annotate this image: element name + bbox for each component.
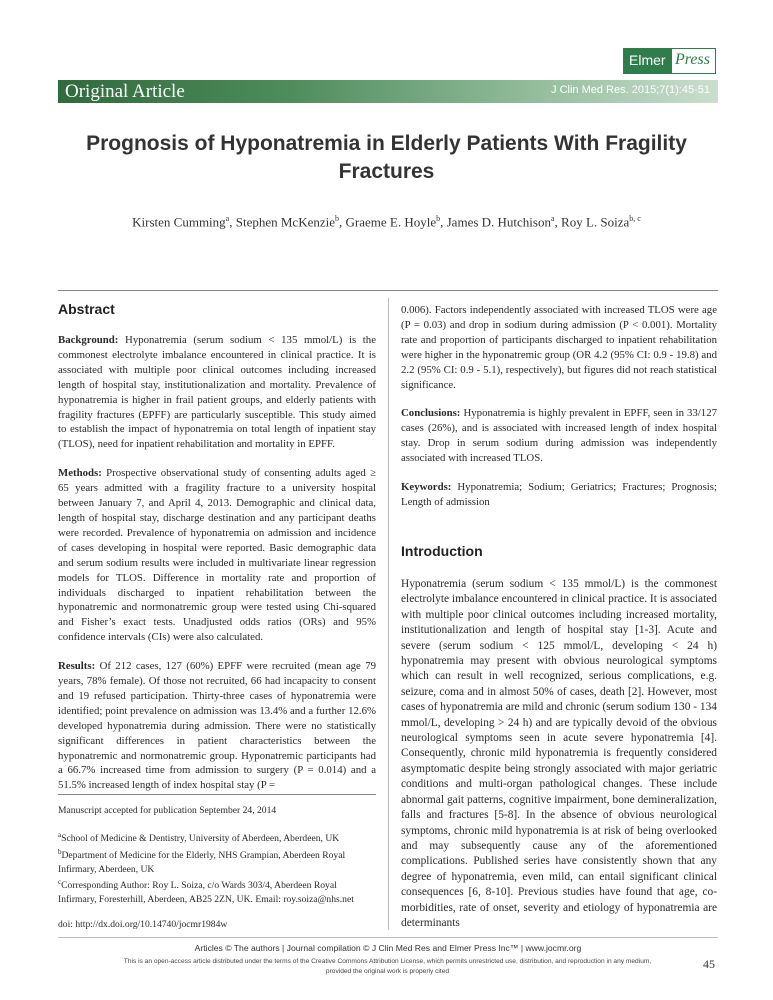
affiliation-mark: c — [58, 878, 62, 886]
accepted-date: Manuscript accepted for publication September 24, 2014 — [58, 805, 277, 816]
author-name: James D. Hutchison — [446, 214, 551, 230]
affiliation-text: School of Medicine & Dentistry, University of Aberdeen, Aberdeen, UK — [61, 833, 340, 845]
methods-text: Prospective observational study of consenting adults aged ≥ 65 years admitted with a fragility fracture to a university hospital between January 7, and April 4, 2013. Demographic and clinical data, length of hospital stay, discharge destination and any participant deaths were recorded. Prevalence of hyponatremia on admission and incidence of cases developing in hospital were reported. Basic demographic data and serum sodium results were included in multivariate linear regression models for TLOS. Difference in mortality rate and proportion of individuals discharged to inpatient rehabilitation between the hyponatremic and normonatremic group were tested using Chi-squared and Fisher’s exact tests. Unadjusted odds ratios (ORs) and 95% confidence intervals (CIs) were also calculated. — [58, 467, 377, 644]
footer-license: This is an open-access article distributed under the terms of the Creative Commons Attribution License, which permits unrestricted use, distribution, and reproduction in any medium, provided the original work is properly cited — [123, 958, 652, 975]
author-name: Stephen McKenzie — [235, 214, 336, 230]
article-type-band — [58, 80, 718, 103]
conclusions-label: Conclusions: — [401, 407, 461, 420]
introduction-heading: Introduction — [401, 543, 483, 559]
author-name: Graeme E. Hoyle — [345, 214, 437, 230]
logo-elmer: Elmer — [624, 49, 672, 73]
conclusions-text: Hyponatremia is highly prevalent in EPFF, seen in 33/127 cases (26%), and is associated with increased length of index hospital stay. Drop in serum sodium during admission was independently associated with increased TLOS. — [401, 407, 718, 465]
abstract-methods — [58, 466, 376, 645]
footer-copyright: Articles © The authors | Journal compilation © J Clin Med Res and Elmer Press Inc™ | www.jocmr.org — [194, 943, 582, 953]
affiliation-text: Department of Medicine for the Elderly, NHS Grampian, Aberdeen Royal Infirmary, Aberdeen, UK — [58, 850, 346, 875]
results-continued: 0.006). Factors independently associated with increased TLOS were age (P = 0.03) and drop in sodium during admission (P < 0.001). Mortality rate and proportion of participants discharged to inpatient rehabilitation were higher in the hyponatremic group (OR 4.2 (95% CI: 0.9 - 19.8) and 2.2 (95% CI: 0.9 - 5.1), respectively), but figures did not reach statistical significance. — [401, 304, 717, 391]
affiliation-mark: a — [58, 831, 62, 840]
abstract-results — [58, 659, 376, 793]
methods-label: Methods: — [58, 467, 102, 480]
publisher-logo — [623, 48, 716, 74]
results-label: Results: — [58, 660, 96, 673]
author-list: Kirsten Cumming$^a$, Stephen McKenzie$^b$, Graeme E. Hoyle$^b$, James D. Hutchison$^a$, Roy L. Soiza$^{b, c}$ — [132, 214, 641, 230]
column-divider — [388, 298, 389, 930]
article-type: Original Article — [65, 81, 185, 102]
author-affiliation-mark: a — [550, 214, 555, 223]
abstract-keywords — [401, 480, 717, 510]
abstract-continued — [401, 303, 717, 510]
affiliation-c — [58, 876, 376, 906]
abstract-conclusions — [401, 406, 717, 466]
affiliation-text: Corresponding Author: Roy L. Soiza, c/o Wards 303/4, Aberdeen Royal Infirmary, Foresterhill, Aberdeen, AB25 2ZN, UK. Email: roy.soiza@nhs.net — [58, 880, 354, 905]
author-affiliation-mark: a — [225, 214, 230, 223]
abstract-background — [58, 333, 376, 452]
header-divider — [58, 290, 718, 291]
doi-link[interactable]: doi: http://dx.doi.org/10.14740/jocmr1984w — [58, 919, 228, 930]
affiliation-a — [58, 829, 376, 846]
abstract-heading: Abstract — [58, 301, 115, 317]
author-affiliation-mark: b — [436, 214, 441, 223]
keywords-text: Hyponatremia; Sodium; Geriatrics; Fractures; Prognosis; Length of admission — [401, 481, 717, 508]
footnote-divider — [58, 794, 376, 795]
journal-reference: J Clin Med Res. 2015;7(1):45-51 — [551, 84, 710, 96]
page-number: 45 — [703, 957, 715, 971]
keywords-label: Keywords: — [401, 481, 452, 494]
background-label: Background: — [58, 334, 119, 346]
affiliation-mark: b — [58, 848, 62, 856]
logo-press: Press — [675, 51, 710, 68]
background-text: Hyponatremia (serum sodium < 135 mmol/L) is the commonest electrolyte imbalance encountered in clinical practice. It is associated with multiple poor clinical outcomes including increased length of hospital stay, institutionalization and mortality. Prevalence of hyponatremia is higher in frail patient groups, and elderly patients with fragility fractures (EPFF) are particularly susceptible. This study aimed to establish the impact of hyponatremia on total length of inpatient stay (TLOS), need for inpatient rehabilitation and mortality in EPFF. — [58, 334, 376, 451]
author-name: Roy L. Soiza — [561, 214, 630, 230]
introduction-body: Hyponatremia (serum sodium < 135 mmol/L) is the commonest electrolyte imbalance encountered in clinical practice. It is associated with multiple poor clinical outcomes including increased mortality, institutionalization and length of hospital stay [1-3]. Acute and severe (serum sodium < 125 mmol/L, developing < 24 h) hyponatremia may present with obvious neurological symptoms which can result in well recognized, serious complications, e.g. seizure, coma and in almost 50% of cases, death [2]. However, most cases of hyponatremia are mild and chronic (serum sodium 130 - 134 mmol/L, developing > 24 h) and are typically devoid of the obvious neurological symptoms seen in acute severe hyponatremia [4]. Consequently, chronic mild hyponatremia is frequently considered asymptomatic despite being strongly associated with major geriatric conditions and multi-organ pathological changes. These include abnormal gait patterns, cognitive impairment, bone demineralization, falls and fractures [5-8]. In the absence of obvious neurological symptoms, chronic mild hyponatremia is at risk of being overlooked and may subsequently cause any of the aforementioned complications. Published series have consistently shown that any degree of hyponatremia, even mild, can entail significant clinical consequences [6, 8-10]. Previous studies have found that age, co-morbidities, rate of onset, severity and etiology of hyponatremia are determinants — [401, 578, 718, 929]
author-name: Kirsten Cumming — [132, 214, 226, 230]
article-title: Prognosis of Hyponatremia in Elderly Patients With Fragility Fractures — [86, 132, 687, 183]
left-column — [58, 300, 376, 793]
results-text: Of 212 cases, 127 (60%) EPFF were recruited (mean age 79 years, 78% female). Of those not recruited, 66 had incapacity to consent and 19 refused participation. Thirty-three cases of hyponatremia were identified; point prevalence on admission was 13.4% and a further 12.6% developed hyponatremia during admission. There were no statistically significant differences in patient characteristics between the hyponatremic and normonatremic group. Hyponatremic participants had a 66.7% increased time from admission to surgery (P = 0.014) and a 51.5% increased length of index hospital stay (P = — [58, 660, 376, 792]
author-affiliation-mark: b, c — [629, 214, 641, 223]
footnotes — [58, 804, 376, 931]
footer-divider — [58, 937, 718, 938]
affiliation-b — [58, 846, 376, 876]
author-affiliation-mark: b — [335, 214, 340, 223]
